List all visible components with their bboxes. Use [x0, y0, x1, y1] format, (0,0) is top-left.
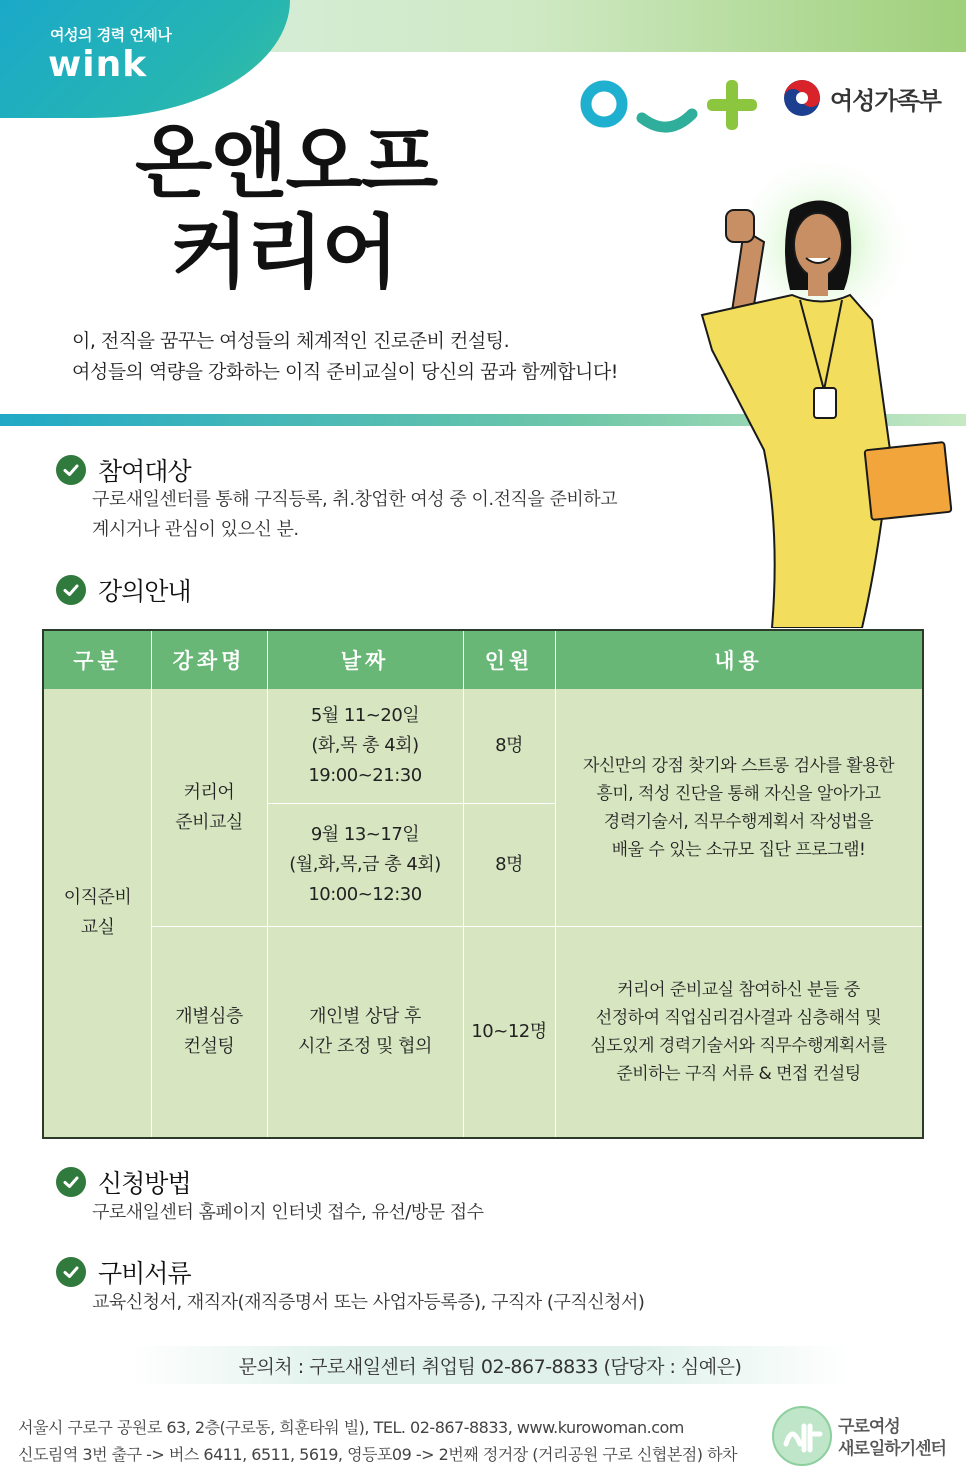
session2-count-text: 8명	[495, 853, 523, 875]
category-text: 이직준비 교실	[63, 887, 132, 938]
check-circle-icon	[56, 575, 86, 605]
section-apply-title: 신청방법	[98, 1169, 191, 1198]
course1-content-text: 자신만의 강점 찾기와 스트롱 검사를 활용한 흥미, 적성 진단을 통해 자신을 알아가고 경력기술서, 직무수행계획서 작성법을 배울 수 있는 소규모 집단 프로그램!	[582, 755, 895, 860]
title-line-2: 커리어	[171, 206, 397, 299]
check-circle-icon	[56, 1257, 86, 1287]
target-line-1: 구로새일센터를 통해 구직등록, 취.창업한 여성 중 이.전직을 준비하고	[92, 489, 618, 510]
table-cell-session1-date	[267, 689, 463, 803]
session2-date-text: 9월 13~17일 (월,화,목,금 총 4회) 10:00~12:30	[289, 823, 441, 905]
table-cell-course1-content	[555, 689, 922, 926]
section-target-header	[56, 452, 191, 488]
section-lecture-title: 강의안내	[98, 577, 191, 606]
inquiry-text: 문의처 : 구로새일센터 취업팀 02-867-8833 (담당자 : 심예은)	[238, 1355, 742, 1378]
intro-text	[72, 326, 618, 388]
wink-slogan: 여성의 경력 언제나	[50, 26, 172, 44]
table-cell-session2-date	[267, 803, 463, 926]
session1-count-text: 8명	[495, 735, 523, 756]
wink-badge	[0, 0, 290, 118]
table-header-date: 날짜	[340, 649, 390, 673]
section-target-title: 참여대상	[98, 457, 191, 486]
course2-date-text: 개인별 상담 후 시간 조정 및 협의	[298, 1005, 432, 1057]
table-cell-session2-count	[463, 803, 555, 926]
taegeuk-emblem-icon	[782, 78, 822, 118]
table-cell-course2-content	[555, 926, 922, 1137]
section-docs-header	[56, 1254, 191, 1290]
course1-text: 커리어 준비교실	[175, 781, 243, 833]
intro-line-1: 이, 전직을 꿈꾸는 여성들의 체계적인 진로준비 컨설팅.	[72, 330, 510, 352]
footer-address	[18, 1414, 737, 1468]
target-line-2: 계시거나 관심이 있으신 분.	[92, 519, 299, 540]
footer-line-1: 서울시 구로구 공원로 63, 2층(구로동, 희훈타워 빌), TEL. 02-867-8833, www.kurowoman.com	[18, 1418, 684, 1437]
saeil-center-name	[838, 1416, 946, 1460]
section-lecture-header	[56, 572, 191, 608]
table-header-content: 내용	[714, 649, 763, 673]
center-name-line-2: 새로일하기센터	[838, 1439, 946, 1459]
on-off-plus-logo	[580, 72, 760, 142]
course2-text: 개별심층 컨설팅	[175, 1005, 243, 1057]
ministry-name: 여성가족부	[830, 86, 941, 115]
table-header-category: 구분	[73, 649, 122, 673]
course2-content-text: 커리어 준비교실 참여하신 분들 중 선정하여 직업심리검사결과 심층해석 및 심도있게 경력기술서와 직무수행계획서를 준비하는 구직 서류 & 면접 컨설팅	[590, 979, 887, 1084]
section-docs-body: 교육신청서, 재직자(재직증명서 또는 사업자등록증), 구직자 (구직신청서)	[92, 1292, 645, 1313]
section-apply-body: 구로새일센터 홈페이지 인터넷 접수, 유선/방문 접수	[92, 1202, 484, 1223]
table-cell-course2-count	[463, 926, 555, 1137]
table-cell-course2	[151, 926, 267, 1137]
section-target-body	[92, 485, 617, 545]
footer-line-2: 신도림역 3번 출구 -> 버스 6411, 6511, 5619, 영등포09 -> 2번째 정거장 (거리공원 구로 신협본점) 하차	[18, 1445, 737, 1464]
course2-count-text: 10~12명	[471, 1020, 547, 1042]
check-circle-icon	[56, 455, 86, 485]
lecture-table	[42, 629, 924, 1139]
center-name-line-1: 구로여성	[838, 1417, 900, 1437]
woman-character-illustration	[672, 150, 966, 628]
table-header-count: 인원	[484, 649, 534, 673]
table-cell-session1-count	[463, 689, 555, 803]
inquiry-bar	[130, 1346, 850, 1384]
table-cell-course1	[151, 689, 267, 926]
table-cell-course2-date	[267, 926, 463, 1137]
section-apply-header	[56, 1164, 191, 1200]
title-line-1: 온앤오프	[135, 116, 437, 209]
saeil-center-logo	[770, 1404, 834, 1468]
section-docs-title: 구비서류	[98, 1259, 191, 1288]
session1-date-text: 5월 11~20일 (화,목 총 4회) 19:00~21:30	[308, 705, 422, 786]
ministry-logo	[782, 76, 941, 120]
page-title	[135, 118, 436, 298]
intro-line-2: 여성들의 역량을 강화하는 이직 준비교실이 당신의 꿈과 함께합니다!	[72, 361, 618, 383]
table-header-course: 강좌명	[172, 649, 246, 673]
wink-logo: wink	[48, 44, 148, 85]
table-cell-category	[44, 689, 151, 1137]
check-circle-icon	[56, 1167, 86, 1197]
